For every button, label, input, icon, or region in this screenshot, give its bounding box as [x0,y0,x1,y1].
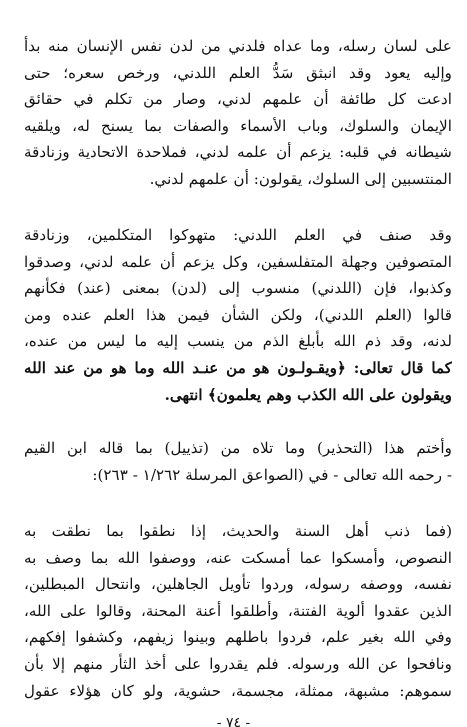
paragraph-3 [24,435,452,488]
text-line: وفي الله بغير علم، فردوا باطلهم وبينوا زيفهم، وكشفوا إفكهم، [24,628,452,647]
text-line: شيطانه في قلبه: يزعم أن علمه لدني، فملاحدة الاتحادية وزنادقة [24,143,452,162]
quran-quote-line: ويقولون على الله الكذب وهم يعلمون﴾ انتهى. [164,385,452,404]
paragraph-2 [24,222,452,408]
text-line: وكذبوا، فإن (اللدني) منسوب إلى (لدن) بمعنى (عند) فكأنهم [24,279,452,298]
text-line: (فما ذنب أهل السنة والحديث، إذا نطقوا بما نطقت به [24,522,452,540]
text-line: نفسه، ووصفه رسوله، وردوا تأويل الجاهلين، وانتحال المبطلين، [24,575,452,594]
text-line: قالوا (العلم اللدني)، ولكن الشأن فيمن هذا العلم عنده ومن [24,305,452,324]
quran-quote-line: كما قال تعالى: ﴿ويقـولـون هو من عنـد الله وما هو من عند الله [24,358,452,377]
text-line: الإيمان والسلوك، وباب الأسماء والصفات بما يسنح له، ويلقيه [24,116,452,135]
page-number: - ٧٤ - [216,715,251,727]
text-line: - رحمه الله تعالى - في (الصواعق المرسلة ١/٢٦٢ - ٢٦٣): [92,465,452,484]
text-line: وقد صنف في العلم اللدني: متهوكوا المتكلمين، وزنادقة [24,226,452,244]
text-line: ونافحوا عن الله ورسوله. فلم يقدروا على أخذ الثأر منهم إلا بأن [24,654,452,673]
text-line: الذين عقدوا ألوية الفتنة، وأطلقوا أعنة المحنة، وقالوا على الله، [24,601,452,620]
text-line: سموهم: مشبهة، ممثلة، مجسمة، حشوية، ولو كان هؤلاء عقول [24,681,452,700]
text-line: ادعت كل طائفة أن علمهم لدني، وصار من تكلم في حقائق [24,90,452,109]
paragraph-1 [24,33,452,193]
text-line: المنتسبين إلى السلوك، يقولون: أن علمهم لدني. [149,169,452,188]
text-line: النصوص، وأمسكوا عما أمسكت عنه، ووصفوا الله بما وصف به [24,548,452,567]
paragraph-4 [24,518,452,704]
text-line: وإليه يعود وقد انبثق سَدُّ العلم اللدني، ورخص سعره؛ حتى [24,63,452,82]
text-line: على لسان رسله، وما عداه فلدني من لدن نفس الإنسان منه بدأ [24,37,452,55]
text-line: المتصوفين وجهلة المتفلسفين، وكل يزعم أن علمه لدني، وصدقوا [24,252,452,271]
text-line: وأختم هذا (التحذير) وما تلاه من (تذييل) بما قاله ابن القيم [24,439,452,457]
text-line: لدنه، وقد ذم الله بأبلغ الذم من ينسب إليه ما ليس من عنده، [24,332,452,351]
